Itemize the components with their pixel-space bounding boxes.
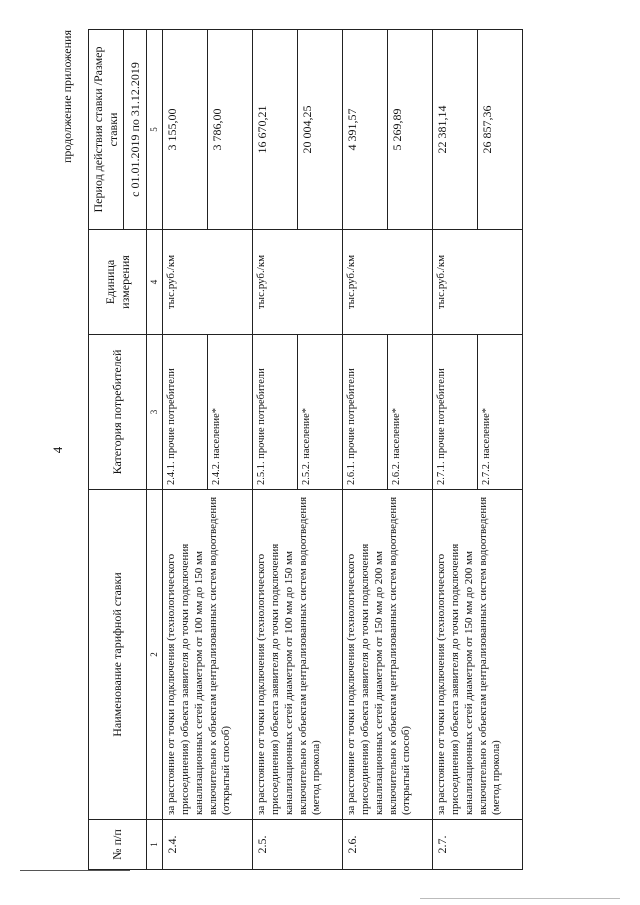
continuation-note: продолжение приложения xyxy=(60,30,74,163)
row-unit: тыс.руб./км xyxy=(343,230,433,335)
row-unit: тыс.руб./км xyxy=(253,230,343,335)
col-number: 4 xyxy=(147,230,163,335)
row-number: 2.4. xyxy=(163,820,253,870)
table-row xyxy=(433,30,478,870)
row-category: 2.4.2. население* xyxy=(208,335,253,490)
col-number: 5 xyxy=(147,30,163,230)
scan-artifact-line xyxy=(20,870,130,871)
row-category: 2.5.1. прочие потребители xyxy=(253,335,298,490)
row-name: за расстояние от точки подключения (технологического присоединения) объекта заявителя до точки подключения канализационных сетей диаметром от 150 мм до 200 мм включительно к объектам централизованных систем водоотведения (открытый способ) xyxy=(343,490,433,820)
col-number: 3 xyxy=(147,335,163,490)
row-value: 3 786,00 xyxy=(208,30,253,230)
table-header-row xyxy=(89,30,124,870)
col-number: 2 xyxy=(147,490,163,820)
col-number: 1 xyxy=(147,820,163,870)
scan-artifact-line xyxy=(420,898,620,899)
row-name: за расстояние от точки подключения (технологического присоединения) объекта заявителя до точки подключения канализационных сетей диаметром от 100 мм до 150 мм включительно к объектам централизованных систем водоотведения (открытый способ) xyxy=(163,490,253,820)
row-category: 2.5.2. население* xyxy=(298,335,343,490)
table-row xyxy=(163,30,208,870)
row-category: 2.6.1. прочие потребители xyxy=(343,335,388,490)
row-number: 2.7. xyxy=(433,820,523,870)
row-value: 16 670,21 xyxy=(253,30,298,230)
row-category: 2.7.1. прочие потребители xyxy=(433,335,478,490)
header-period-title: Период действия ставки /Размер ставки xyxy=(89,30,124,230)
row-value: 20 004,25 xyxy=(298,30,343,230)
header-category: Категория потребителей xyxy=(89,335,147,490)
row-name: за расстояние от точки подключения (технологического присоединения) объекта заявителя до точки подключения канализационных сетей диаметром от 150 мм до 200 мм включительно к объектам централизованных систем водоотведения (метод прокола) xyxy=(433,490,523,820)
table-row xyxy=(253,30,298,870)
row-category: 2.6.2. население* xyxy=(388,335,433,490)
row-name: за расстояние от точки подключения (технологического присоединения) объекта заявителя до точки подключения канализационных сетей диаметром от 100 мм до 150 мм включительно к объектам централизованных систем водоотведения (метод прокола) xyxy=(253,490,343,820)
page-number: 4 xyxy=(50,446,65,454)
row-unit: тыс.руб./км xyxy=(433,230,523,335)
row-value: 4 391,57 xyxy=(343,30,388,230)
row-category: 2.4.1. прочие потребители xyxy=(163,335,208,490)
row-value: 22 381,14 xyxy=(433,30,478,230)
header-unit: Единица измерения xyxy=(89,230,147,335)
row-number: 2.6. xyxy=(343,820,433,870)
row-value: 5 269,89 xyxy=(388,30,433,230)
tariff-table xyxy=(88,29,523,870)
header-period-range: с 01.01.2019 по 31.12.2019 xyxy=(124,30,147,230)
row-unit: тыс.руб./км xyxy=(163,230,253,335)
rotated-page xyxy=(50,30,610,870)
row-number: 2.5. xyxy=(253,820,343,870)
column-number-row xyxy=(147,30,163,870)
row-value: 3 155,00 xyxy=(163,30,208,230)
row-value: 26 857,36 xyxy=(478,30,523,230)
header-num: № п/п xyxy=(89,820,147,870)
table-row xyxy=(343,30,388,870)
header-name: Наименование тарифной ставки xyxy=(89,490,147,820)
row-category: 2.7.2. население* xyxy=(478,335,523,490)
